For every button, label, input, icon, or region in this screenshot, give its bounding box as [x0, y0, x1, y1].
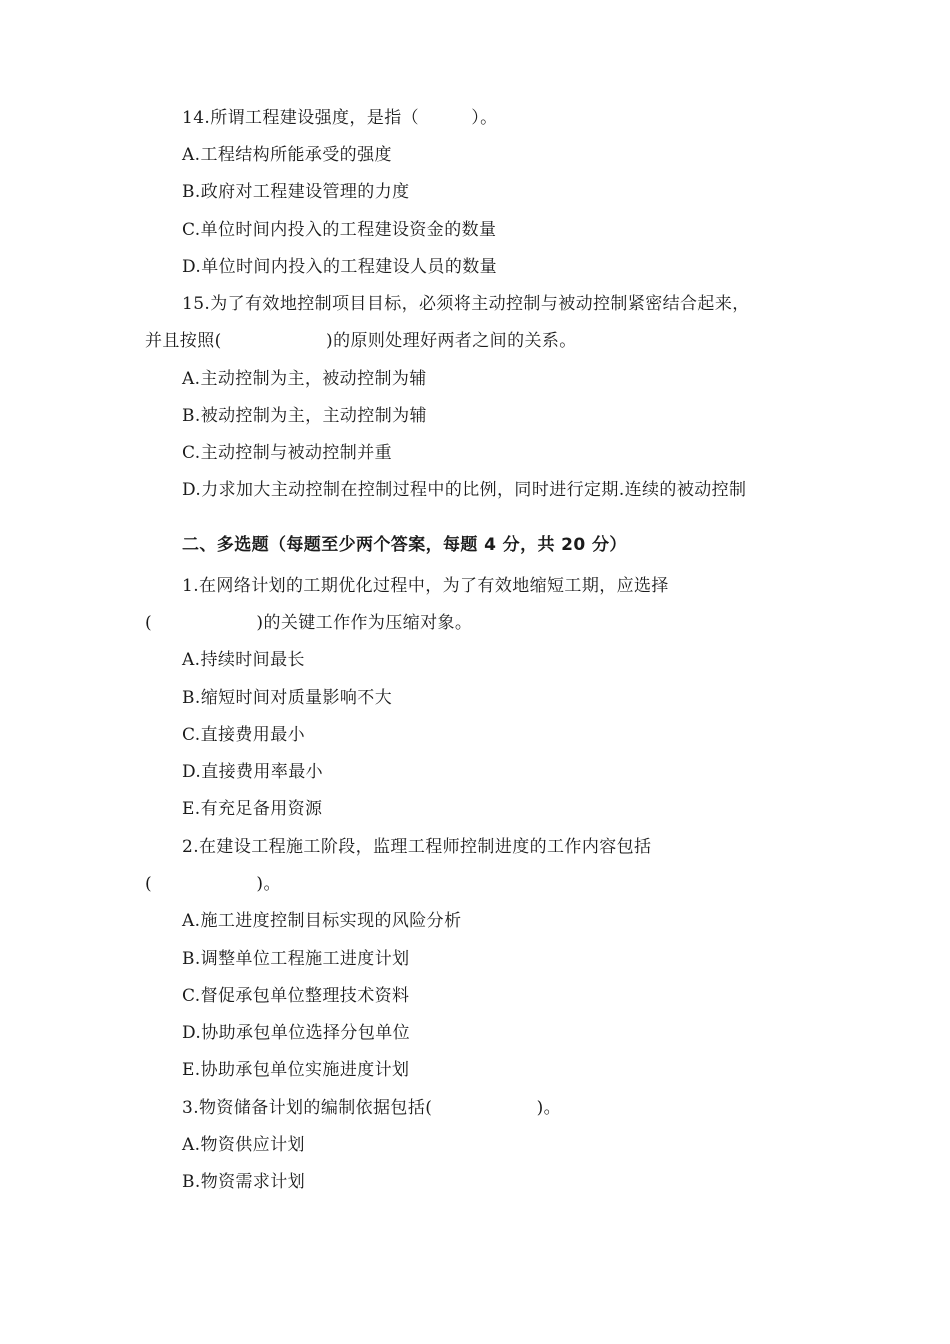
question-14-option-b: B.政府对工程建设管理的力度	[182, 182, 410, 202]
multi-question-1-stem-line2: ( )的关键工作作为压缩对象。	[145, 613, 473, 633]
question-15-stem-line1: 15.为了有效地控制项目目标，必须将主动控制与被动控制紧密结合起来，	[182, 294, 750, 314]
multi-question-1-option-a: A.持续时间最长	[182, 650, 305, 670]
section-heading-multiple-choice: 二、多选题（每题至少两个答案，每题 4 分，共 20 分）	[182, 535, 627, 555]
multi-question-1-option-b: B.缩短时间对质量影响不大	[182, 688, 393, 708]
multi-question-2-option-e: E.协助承包单位实施进度计划	[182, 1060, 410, 1080]
multi-question-2-option-b: B.调整单位工程施工进度计划	[182, 949, 410, 969]
question-14-option-c: C.单位时间内投入的工程建设资金的数量	[182, 220, 497, 240]
multi-question-2-option-c: C.督促承包单位整理技术资料	[182, 986, 410, 1006]
multi-question-2-option-d: D.协助承包单位选择分包单位	[182, 1023, 411, 1043]
question-14-option-d: D.单位时间内投入的工程建设人员的数量	[182, 257, 498, 277]
multi-question-2-stem-line2: ( )。	[145, 874, 281, 894]
multi-question-2-option-a: A.施工进度控制目标实现的风险分析	[182, 911, 462, 931]
question-14-stem: 14.所谓工程建设强度，是指（ ）。	[182, 108, 498, 128]
multi-question-1-option-c: C.直接费用最小	[182, 725, 306, 745]
multi-question-1-option-e: E.有充足备用资源	[182, 799, 323, 819]
multi-question-3-option-b: B.物资需求计划	[182, 1172, 306, 1192]
question-15-option-c: C.主动控制与被动控制并重	[182, 443, 393, 463]
multi-question-1-option-d: D.直接费用率最小	[182, 762, 324, 782]
question-14-option-a: A.工程结构所能承受的强度	[182, 145, 392, 165]
multi-question-1-stem-line1: 1.在网络计划的工期优化过程中，为了有效地缩短工期，应选择	[182, 576, 669, 596]
multi-question-3-stem: 3.物资储备计划的编制依据包括( )。	[182, 1098, 562, 1118]
multi-question-2-stem-line1: 2.在建设工程施工阶段，监理工程师控制进度的工作内容包括	[182, 837, 652, 857]
question-15-option-d: D.力求加大主动控制在控制过程中的比例，同时进行定期.连续的被动控制	[182, 480, 747, 500]
multi-question-3-option-a: A.物资供应计划	[182, 1135, 305, 1155]
question-15-stem-line2: 并且按照( )的原则处理好两者之间的关系。	[145, 331, 577, 351]
question-15-option-a: A.主动控制为主，被动控制为辅	[182, 369, 427, 389]
question-15-option-b: B.被动控制为主，主动控制为辅	[182, 406, 427, 426]
